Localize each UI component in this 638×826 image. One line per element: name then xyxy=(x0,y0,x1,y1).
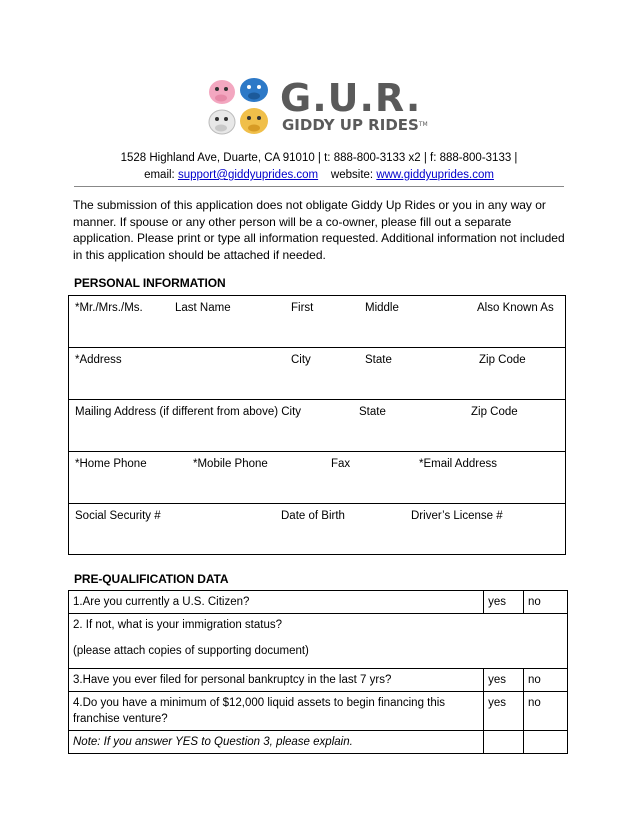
email-address-label: *Email Address xyxy=(419,458,497,470)
note-blank-cell xyxy=(484,731,524,754)
table-row xyxy=(69,692,568,731)
website-link[interactable]: www.giddyuprides.com xyxy=(376,169,494,181)
company-logo xyxy=(206,72,436,142)
dob-label: Date of Birth xyxy=(281,510,345,522)
contact-web-line xyxy=(0,168,638,182)
q2-note: (please attach copies of supporting document) xyxy=(73,645,309,657)
first-name-label: First xyxy=(291,302,314,314)
trademark-mark: TM xyxy=(418,121,428,128)
website-label: website: xyxy=(330,169,374,181)
q3-yes[interactable]: yes xyxy=(484,669,524,692)
mailing-zip-label: Zip Code xyxy=(471,406,518,418)
mailing-address-label: Mailing Address (if different from above) City xyxy=(75,406,302,418)
personal-row-mailing[interactable] xyxy=(68,399,566,451)
q1-yes[interactable]: yes xyxy=(484,591,524,614)
drivers-license-label: Driver’s License # xyxy=(411,510,503,522)
ssn-label: Social Security # xyxy=(75,510,161,522)
logo-title: G.U.R. xyxy=(280,76,422,120)
table-row xyxy=(69,669,568,692)
last-name-label: Last Name xyxy=(175,302,231,314)
title-label: *Mr./Mrs./Ms. xyxy=(75,302,143,314)
q2-cell[interactable] xyxy=(69,614,568,669)
mobile-phone-label: *Mobile Phone xyxy=(193,458,268,470)
zip-label: Zip Code xyxy=(479,354,526,366)
header-divider xyxy=(74,186,564,187)
mailing-state-label: State xyxy=(359,406,386,418)
q1-no[interactable]: no xyxy=(524,591,568,614)
logo-subtitle xyxy=(282,116,428,134)
prequal-table xyxy=(68,590,568,754)
q4-text: 4.Do you have a minimum of $12,000 liquid assets to begin financing this franchise venture? xyxy=(69,692,484,731)
personal-info-heading: PERSONAL INFORMATION xyxy=(74,276,226,290)
aka-label: Also Known As xyxy=(477,302,554,314)
middle-name-label: Middle xyxy=(365,302,399,314)
q1-text: 1.Are you currently a U.S. Citizen? xyxy=(69,591,484,614)
home-phone-label: *Home Phone xyxy=(75,458,147,470)
email-link[interactable]: support@giddyuprides.com xyxy=(177,169,319,181)
note-blank-cell xyxy=(524,731,568,754)
q3-text: 3.Have you ever filed for personal bankruptcy in the last 7 yrs? xyxy=(69,669,484,692)
address-label: *Address xyxy=(75,354,122,366)
contact-address-line: 1528 Highland Ave, Duarte, CA 91010 | t: 888-800-3133 x2 | f: 888-800-3133 | xyxy=(120,152,518,164)
state-label: State xyxy=(365,354,392,366)
intro-paragraph: The submission of this application does not obligate Giddy Up Rides or you in any way or manner. If spouse or any other person will be a co-owner, please fill out a separate application. Please print or type all information requested. Additional information not included in this application should be attached if needed. xyxy=(73,198,565,262)
fax-label: Fax xyxy=(331,458,351,470)
personal-row-name[interactable] xyxy=(68,295,566,347)
personal-row-phone[interactable] xyxy=(68,451,566,503)
table-row xyxy=(69,614,568,669)
q4-yes[interactable]: yes xyxy=(484,692,524,731)
personal-row-ssn[interactable] xyxy=(68,503,566,555)
city-label: City xyxy=(291,354,311,366)
q3-explain-note[interactable]: Note: If you answer YES to Question 3, please explain. xyxy=(69,731,484,754)
prequal-heading: PRE-QUALIFICATION DATA xyxy=(74,572,229,586)
table-row xyxy=(69,591,568,614)
q4-no[interactable]: no xyxy=(524,692,568,731)
horse-faces-icon xyxy=(206,74,272,140)
table-row xyxy=(69,731,568,754)
email-label: email: xyxy=(144,169,175,181)
q2-text: 2. If not, what is your immigration status? xyxy=(73,619,283,631)
q3-no[interactable]: no xyxy=(524,669,568,692)
logo-subtitle-text: GIDDY UP RIDES xyxy=(282,116,419,134)
personal-row-address[interactable] xyxy=(68,347,566,399)
